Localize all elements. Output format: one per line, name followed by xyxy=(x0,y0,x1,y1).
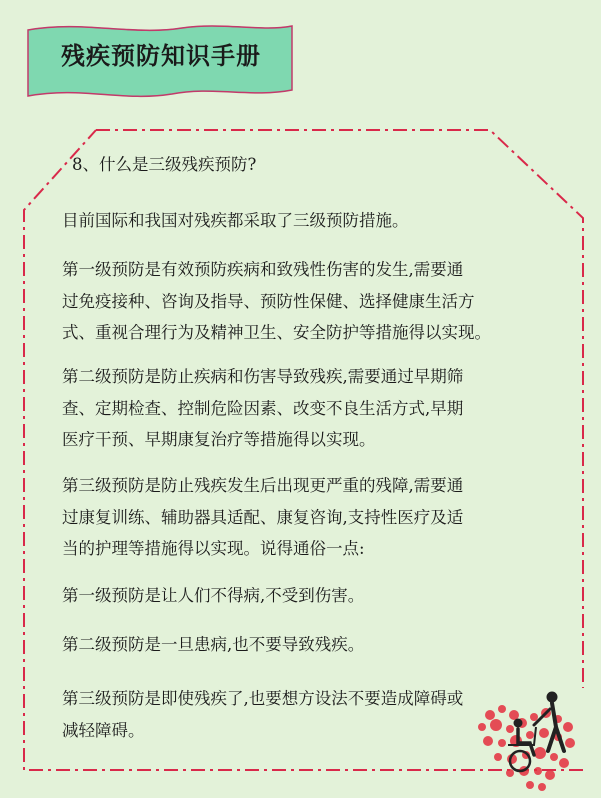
paragraph xyxy=(62,470,463,565)
heart-mosaic-icon xyxy=(460,675,600,795)
paragraph xyxy=(62,683,463,746)
paragraph-line: 当的护理等措施得以实现。说得通俗一点: xyxy=(62,539,365,558)
paragraph-line: 第一级预防是让人们不得病,不受到伤害。 xyxy=(62,586,365,605)
paragraph-line: 过康复训练、辅助器具适配、康复咨询,支持性医疗及适 xyxy=(62,507,464,527)
paragraph-line: 医疗干预、早期康复治疗等措施得以实现。 xyxy=(62,430,376,449)
paragraph xyxy=(62,254,491,349)
paragraph-line: 第二级预防是一旦患病,也不要导致残疾。 xyxy=(62,635,365,654)
paragraph-line: 第二级预防是防止疾病和伤害导致残疾,需要通过早期筛 xyxy=(62,367,464,386)
paragraph xyxy=(62,580,364,612)
paragraph-line: 第三级预防是即使残疾了,也要想方设法不要造成障碍或 xyxy=(62,689,464,708)
paragraph-line: 目前国际和我国对残疾都采取了三级预防措施。 xyxy=(62,211,409,230)
paragraph-line: 式、重视合理行为及精神卫生、安全防护等措施得以实现。 xyxy=(62,323,491,342)
paragraph xyxy=(62,361,463,456)
paragraph-line: 查、定期检查、控制危险因素、改变不良生活方式,早期 xyxy=(62,398,464,418)
paragraph-line: 第一级预防是有效预防疾病和致残性伤害的发生,需要通 xyxy=(62,260,464,279)
page-title: 残疾预防知识手册 xyxy=(61,42,261,70)
question-heading: 8、什么是三级残疾预防? xyxy=(72,155,257,174)
paragraph xyxy=(62,205,409,237)
paragraph-line: 过免疫接种、咨询及指导、预防性保健、选择健康生活方 xyxy=(62,291,475,311)
paragraph xyxy=(62,629,364,661)
paragraph-line: 第三级预防是防止残疾发生后出现更严重的残障,需要通 xyxy=(62,476,464,495)
paragraph-line: 减轻障碍。 xyxy=(62,720,145,740)
